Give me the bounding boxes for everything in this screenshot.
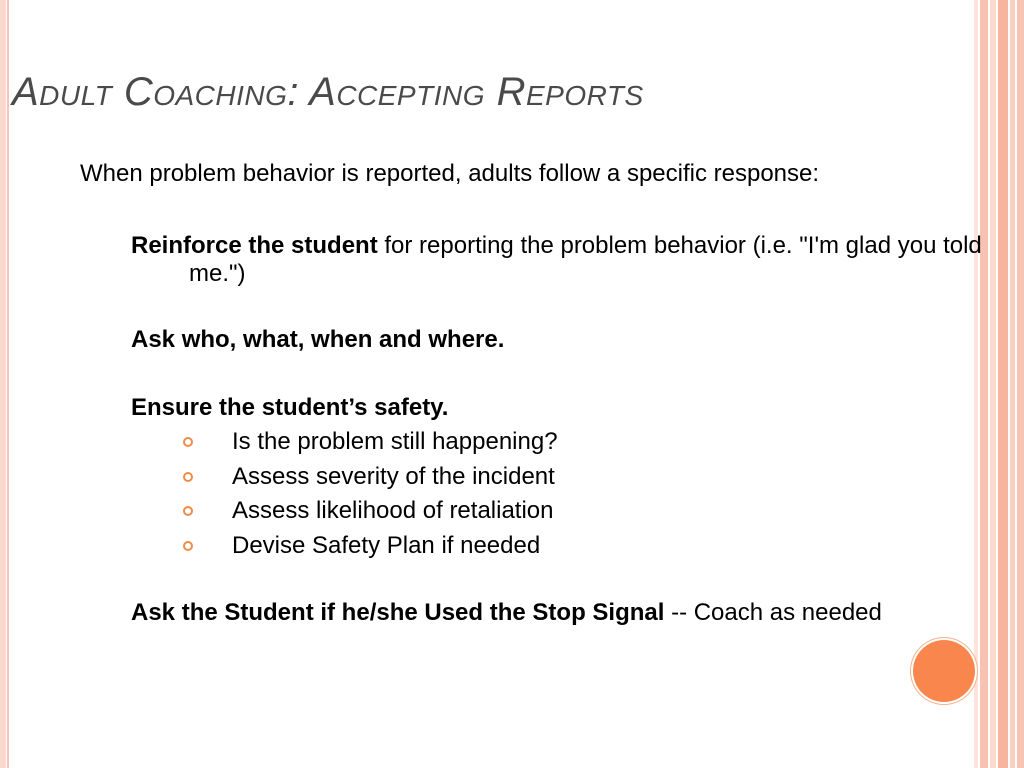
stripe [974,0,978,768]
slide-title: Adult Coaching: Accepting Reports [12,70,644,114]
stripe [1017,0,1024,768]
circle-bullet-icon [183,541,193,551]
point-bold: Ensure the student’s safety. [131,394,449,421]
point-bold: Ask the Student if he/she Used the Stop Signal [131,599,665,626]
point-reinforce [131,232,1024,288]
list-item [182,462,558,497]
orange-circle-decoration [913,640,975,702]
list-item [182,427,558,462]
safety-sublist [182,427,558,565]
point-bold: Reinforce the student [131,232,378,259]
stripe [1010,0,1015,768]
right-stripes-decoration [974,0,1024,768]
stripe [990,0,996,768]
point-ask [131,326,1024,354]
circle-bullet-icon [183,437,193,447]
point-bold: Ask who, what, when and where. [131,326,505,353]
point-rest: for reporting the problem behavior (i.e. "I'm glad you told me.") [189,232,982,287]
list-item [182,531,558,566]
point-rest: -- Coach as needed [664,599,882,626]
list-item-text: Assess severity of the incident [232,462,555,490]
list-item [182,496,558,531]
left-border-rule [0,0,6,768]
list-item-text: Devise Safety Plan if needed [232,531,541,559]
list-item-text: Assess likelihood of retaliation [232,497,554,524]
intro-text: When problem behavior is reported, adults follow a specific response: [80,160,820,187]
list-item-text: Is the problem still happening? [232,428,558,455]
point-stop-signal [131,599,1024,627]
circle-bullet-icon [183,472,193,482]
stripe [998,0,1008,768]
point-ensure-safety [131,394,1024,422]
circle-bullet-icon [183,506,193,516]
stripe [980,0,988,768]
